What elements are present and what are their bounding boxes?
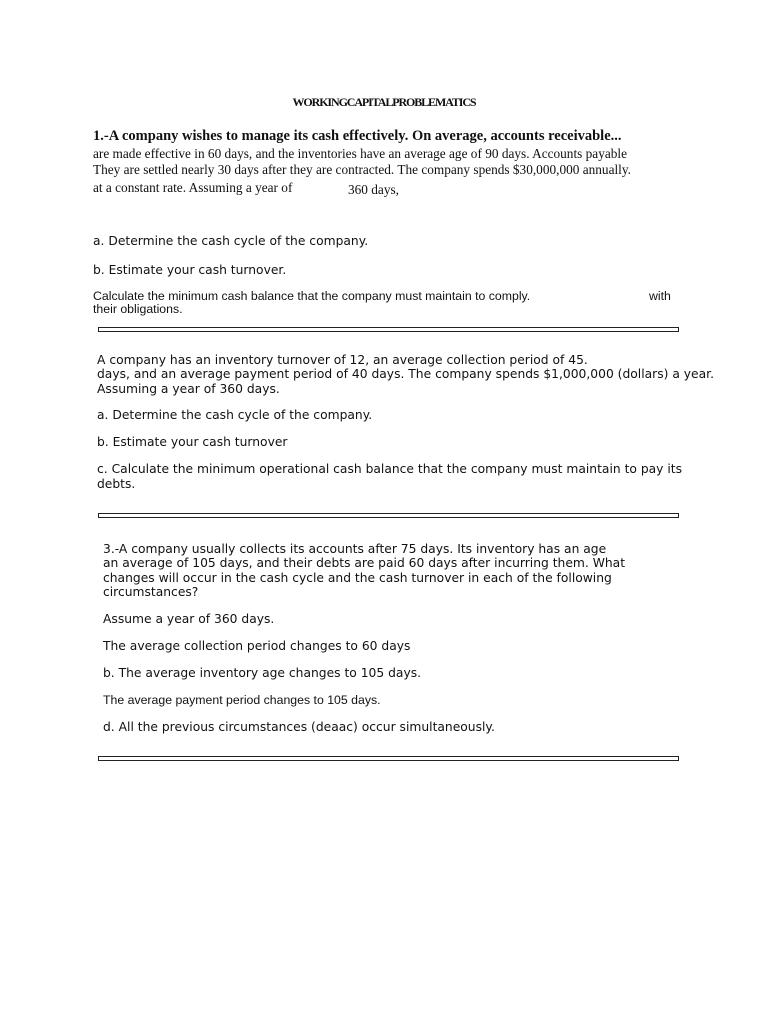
problem1-question-c-line2: their obligations. [93, 302, 183, 316]
problem2-question-a: a. Determine the cash cycle of the company. [97, 408, 373, 422]
section-divider [98, 513, 679, 518]
problem3-case-c: The average payment period changes to 105 days. [103, 693, 381, 707]
problem3-case-b: b. The average inventory age changes to 105 days. [103, 666, 422, 680]
section-divider [98, 327, 679, 332]
problem2-line3: Assuming a year of 360 days. [97, 382, 280, 396]
problem1-line2: They are settled nearly 30 days after they are contracted. The company spends $30,000,000 annually. [93, 162, 631, 177]
problem3-case-a: The average collection period changes to 60 days [103, 639, 411, 653]
problem1-question-b: b. Estimate your cash turnover. [93, 263, 287, 277]
problem1-question-a: a. Determine the cash cycle of the company. [93, 234, 369, 248]
problem1-line3a: at a constant rate. Assuming a year of [93, 180, 293, 195]
problem2-question-c-line1: c. Calculate the minimum operational cash balance that the company must maintain to pay its [97, 462, 682, 476]
problem2-question-c-line2: debts. [97, 477, 136, 491]
problem1-question-c-line1: Calculate the minimum cash balance that the company must maintain to comply. [93, 289, 531, 303]
problem1-question-c-with: with [649, 289, 671, 303]
problem1-heading: 1.-A company wishes to manage its cash effectively. On average, accounts receivable... [93, 128, 622, 144]
problem3-line4: circumstances? [103, 585, 199, 599]
problem3-line1: 3.-A company usually collects its accounts after 75 days. Its inventory has an age [103, 542, 607, 556]
problem1-line3b: 360 days, [348, 182, 399, 197]
section-divider [98, 756, 679, 761]
problem2-line1: A company has an inventory turnover of 12, an average collection period of 45. [97, 353, 588, 367]
problem2-line2: days, and an average payment period of 40 days. The company spends $1,000,000 (dollars) a year. [97, 367, 714, 381]
problem3-case-d: d. All the previous circumstances (deaac) occur simultaneously. [103, 720, 495, 734]
problem3-assume: Assume a year of 360 days. [103, 612, 275, 626]
problem3-line3: changes will occur in the cash cycle and the cash turnover in each of the following [103, 571, 612, 585]
problem2-question-b: b. Estimate your cash turnover [97, 435, 288, 449]
page-title: WORKINGCAPITALPROBLEMATICS [292, 95, 476, 109]
problem1-line1: are made effective in 60 days, and the inventories have an average age of 90 days. Accounts payable [93, 146, 627, 161]
problem3-line2: an average of 105 days, and their debts are paid 60 days after incurring them. What [103, 556, 626, 570]
